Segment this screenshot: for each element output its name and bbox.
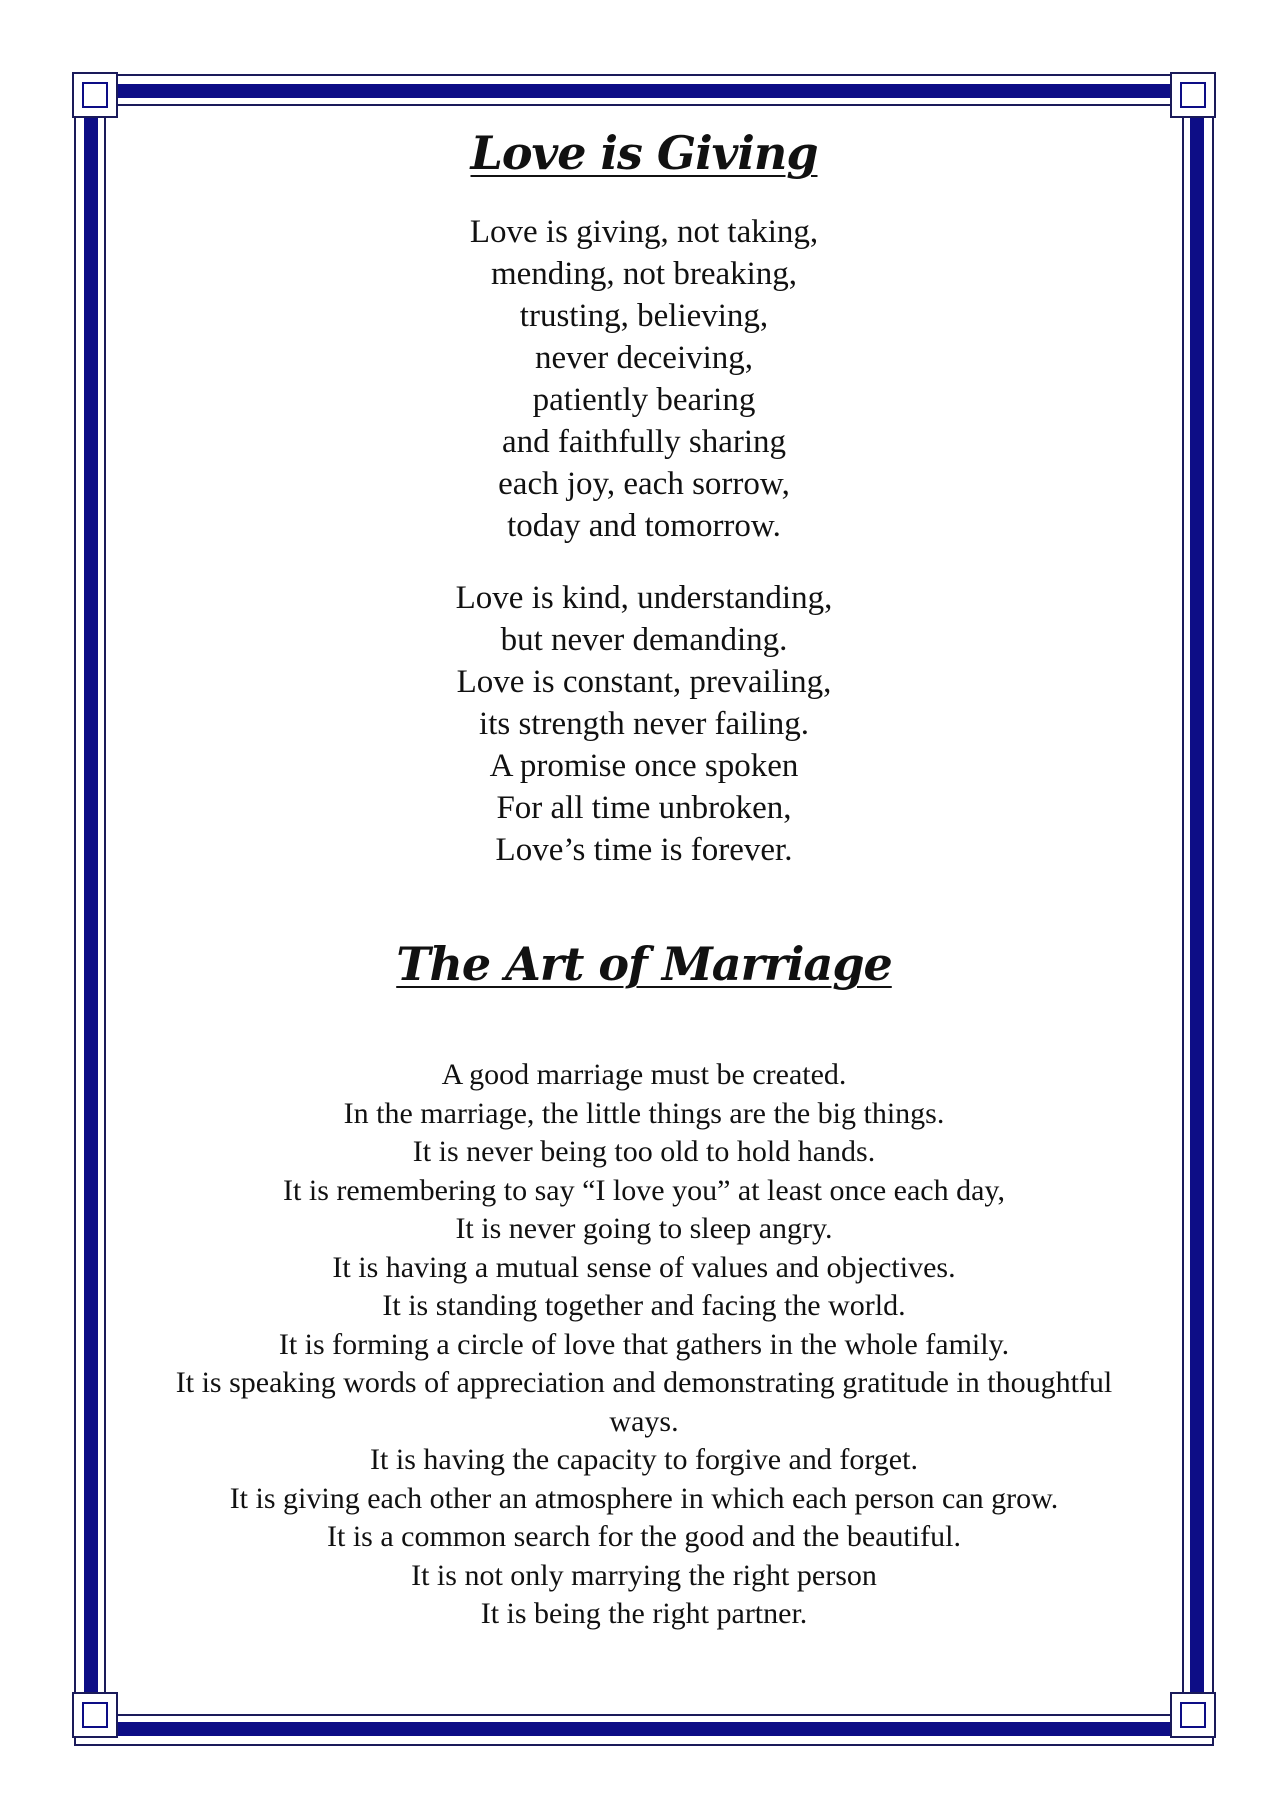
poem-line: and faithfully sharing: [501, 424, 787, 461]
poem-line: patiently bearing: [532, 382, 756, 419]
poem-line: It is having a mutual sense of values and objectives.: [332, 1250, 956, 1284]
frame-corner-ornament: [72, 72, 118, 118]
poem-line: It is having the capacity to forgive and forget.: [370, 1443, 918, 1477]
poem-line: It is never being too old to hold hands.: [412, 1135, 876, 1169]
poem-line: It is a common search for the good and the beautiful.: [327, 1520, 961, 1554]
poem-stanza: [120, 577, 1168, 871]
poem-art-of-marriage: [120, 937, 1168, 1634]
poem-line: trusting, believing,: [519, 298, 769, 335]
frame-corner-ornament: [72, 1692, 118, 1738]
poem-line: Love’s time is forever.: [495, 832, 793, 869]
document-body: [120, 118, 1168, 1634]
poem-line: mending, not breaking,: [490, 256, 798, 293]
poem-line: For all time unbroken,: [496, 790, 792, 827]
poem-line: A good marriage must be created.: [441, 1058, 847, 1092]
poem-line: never deceiving,: [534, 340, 754, 377]
poem-lines: [120, 1056, 1168, 1634]
poem-line: Love is kind, understanding,: [455, 580, 833, 617]
poem-line: its strength never failing.: [479, 706, 809, 743]
poem-line: It is never going to sleep angry.: [455, 1212, 833, 1246]
poem-stanza: [120, 211, 1168, 547]
poem-line: It is forming a circle of love that gathers in the whole family.: [278, 1327, 1010, 1361]
poem-line: It is giving each other an atmosphere in which each person can grow.: [229, 1481, 1059, 1515]
poem-line: today and tomorrow.: [507, 508, 781, 545]
poem-title: Love is Giving: [470, 126, 818, 180]
poem-title: The Art of Marriage: [396, 937, 892, 992]
poem-line: It is being the right partner.: [480, 1597, 808, 1631]
frame-corner-ornament: [1170, 1692, 1216, 1738]
poem-line: Love is constant, prevailing,: [456, 664, 832, 701]
poem-line: but never demanding.: [500, 622, 788, 659]
poem-love-is-giving: [120, 126, 1168, 871]
poem-line: In the marriage, the little things are the big things.: [343, 1096, 945, 1130]
poem-line: It is speaking words of appreciation and demonstrating gratitude in thoughtful ways.: [175, 1366, 1113, 1438]
frame-corner-ornament: [1170, 72, 1216, 118]
poem-line: each joy, each sorrow,: [498, 466, 790, 503]
poem-line: It is not only marrying the right person: [411, 1558, 877, 1592]
poem-line: It is standing together and facing the world.: [382, 1289, 906, 1323]
poem-line: It is remembering to say “I love you” at least once each day,: [283, 1173, 1005, 1207]
poem-line: Love is giving, not taking,: [469, 214, 819, 251]
poem-line: A promise once spoken: [489, 748, 799, 785]
